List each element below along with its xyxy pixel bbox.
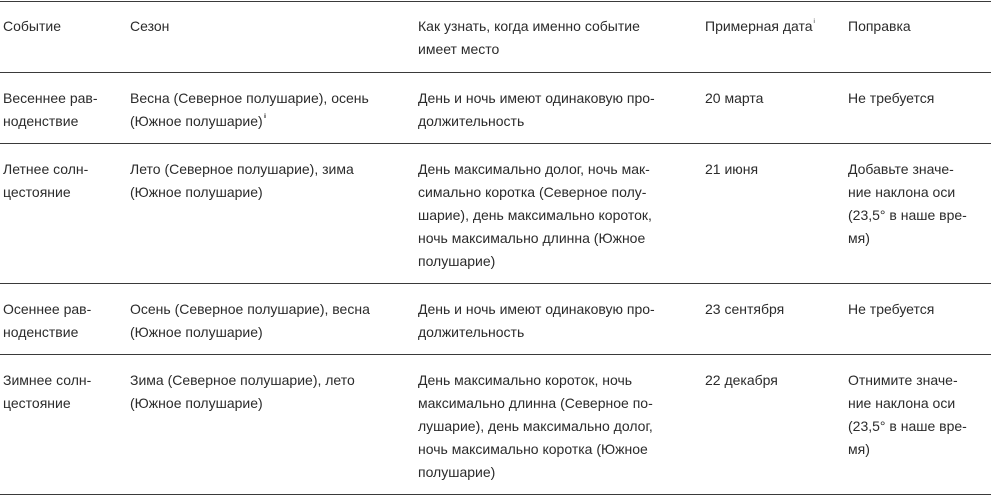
season-cell: Лето (Северное полушарие), зима (Южное полушарие) bbox=[130, 161, 354, 200]
how-to-know-cell: День и ночь имеют одинаковую про- должительность bbox=[418, 301, 655, 340]
row-divider bbox=[0, 283, 991, 284]
header-how-to-know: Как узнать, когда именно событие имеет место bbox=[418, 18, 640, 57]
correction-cell: Отнимите значе- ние наклона оси (23,5° в наше вре- мя) bbox=[848, 372, 967, 457]
event-cell: Летнее солн- цестояние bbox=[3, 161, 89, 200]
header-rule bbox=[0, 72, 991, 73]
correction-cell: Добавьте значе- ние наклона оси (23,5° в наше вре- мя) bbox=[848, 161, 967, 246]
date-cell: 23 сентября bbox=[705, 301, 785, 317]
date-cell: 21 июня bbox=[705, 161, 759, 177]
event-cell: Весеннее рав- ноденствие bbox=[3, 90, 98, 129]
how-to-know-cell: День и ночь имеют одинаковую про- должительность bbox=[418, 90, 655, 129]
season-cell: Осень (Северное полушарие), весна (Южное полушарие) bbox=[130, 301, 370, 340]
header-approx-date: Примерная дата$^i$ bbox=[705, 18, 815, 34]
row-divider bbox=[0, 354, 991, 355]
date-cell: 20 марта bbox=[705, 90, 764, 106]
footnote-marker: ii bbox=[263, 114, 267, 121]
correction-cell: Не требуется bbox=[848, 90, 935, 106]
footnote-marker: i bbox=[813, 19, 815, 26]
header-season: Сезон bbox=[130, 18, 170, 34]
event-cell: Зимнее солн- цестояние bbox=[3, 372, 92, 411]
table-top-rule bbox=[0, 1, 991, 2]
date-cell: 22 декабря bbox=[705, 372, 778, 388]
event-cell: Осеннее рав- ноденствие bbox=[3, 301, 92, 340]
header-event: Событие bbox=[3, 18, 61, 34]
season-cell: Весна (Северное полушарие), осень (Южное полушарие)$^{ii}$ bbox=[130, 90, 369, 129]
table-bottom-rule bbox=[0, 494, 991, 495]
how-to-know-cell: День максимально короток, ночь максимально длинна (Северное по- лушарие), день максимально долог, ночь максимально коротка (Южное полушарие) bbox=[418, 372, 653, 480]
season-cell: Зима (Северное полушарие), лето (Южное полушарие) bbox=[130, 372, 355, 411]
header-correction: Поправка bbox=[848, 18, 911, 34]
how-to-know-cell: День максимально долог, ночь мак- симально коротка (Северное полу- шарие), день максимально короток, ночь максимально длинна (Южное полушарие) bbox=[418, 161, 652, 269]
row-divider bbox=[0, 143, 991, 144]
correction-cell: Не требуется bbox=[848, 301, 935, 317]
